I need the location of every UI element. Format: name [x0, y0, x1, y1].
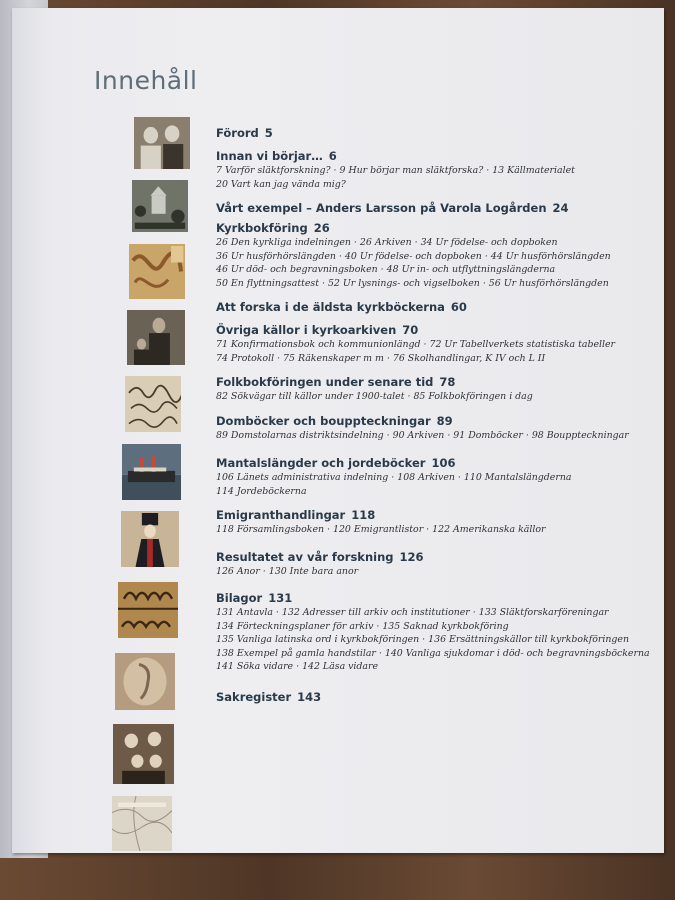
- subsection-item: 126 Anor: [216, 566, 260, 577]
- subsection-item: 114 Jordeböckerna: [216, 485, 307, 497]
- chapter-title: Sakregister: [216, 690, 292, 704]
- subsection-line: [216, 278, 636, 291]
- chapter-title: Vårt exempel – Anders Larsson på Varola Logården: [216, 201, 547, 215]
- subsection-line: [216, 486, 636, 499]
- toc-entry: [216, 413, 636, 443]
- subsection-item: · 110 Mantalslängderna: [455, 472, 572, 483]
- banco-note-thumbnail-graphic: [118, 582, 178, 638]
- subsection-item: · 98 Bouppteckningar: [523, 430, 629, 441]
- couple-photo-thumbnail-graphic: [134, 117, 190, 169]
- subsection-item: · 108 Arkiven: [388, 472, 455, 483]
- old-map-thumbnail: [112, 796, 172, 851]
- chapter-page-number: 143: [297, 690, 322, 704]
- chapter-title: Emigranthandlingar: [216, 508, 346, 522]
- chapter-page-number: 118: [351, 508, 376, 522]
- chapter-title: Folkbokföringen under senare tid: [216, 375, 434, 389]
- subsection-item: · 40 Ur födelse- och dopboken: [336, 251, 482, 262]
- subsection-line: [216, 607, 636, 620]
- subsection-item: 134 Förteckningsplaner för arkiv: [216, 620, 374, 632]
- toc-entry: [216, 507, 636, 537]
- chapter-title: Domböcker och bouppteckningar: [216, 414, 431, 428]
- chapter-page-number: 131: [268, 591, 293, 605]
- chapter-page-number: 5: [264, 126, 273, 140]
- subsection-item: 118 Församlingsboken: [216, 524, 325, 535]
- toc-entry: [216, 374, 636, 404]
- toc-entry: [216, 590, 650, 674]
- subsection-line: [216, 621, 636, 634]
- emigrant-ship-thumbnail-graphic: [122, 444, 181, 500]
- subsection-item: · 72 Ur Tabellverkets statistiska tabeller: [421, 339, 616, 350]
- subsection-item: · 52 Ur lysnings- och vigselboken: [319, 278, 480, 289]
- toc-entry: [216, 200, 636, 216]
- subsection-item: · 122 Amerikanska källor: [423, 524, 545, 535]
- ar-1795-document-thumbnail-graphic: [125, 376, 181, 432]
- chapter-title: Resultatet av vår forskning: [216, 550, 394, 564]
- chapter-heading: [216, 322, 636, 338]
- chapter-heading: [216, 125, 636, 141]
- subsection-item: · 91 Domböcker: [444, 430, 523, 441]
- subsection-item: · 133 Släktforskarföreningar: [470, 607, 609, 618]
- subsection-item: 46 Ur död- och begravningsboken: [216, 264, 378, 276]
- subsection-item: 20 Vart kan jag vända mig?: [216, 178, 346, 190]
- chapter-heading: [216, 549, 636, 565]
- subsection-line: [216, 251, 636, 264]
- subsection-line: [216, 179, 636, 192]
- banco-note-thumbnail: [118, 582, 178, 638]
- subsection-line: [216, 339, 636, 352]
- chapter-page-number: 60: [450, 300, 467, 314]
- subsection-item: 141 Söka vidare: [216, 661, 294, 673]
- chapter-heading: [216, 148, 636, 164]
- subsection-item: · 26 Arkiven: [351, 237, 412, 248]
- subsection-line: [216, 430, 636, 443]
- book-page: [12, 8, 664, 853]
- subsection-item: 106 Länets administrativa indelning: [216, 472, 389, 483]
- chapter-page-number: 78: [439, 375, 456, 389]
- subsection-item: · 130 Inte bara anor: [260, 566, 358, 577]
- subsection-item: · 9 Hur börjar man släktforska?: [331, 165, 484, 176]
- medallion-relief-thumbnail-graphic: [115, 653, 175, 710]
- chapter-title: Bilagor: [216, 591, 263, 605]
- ar-1795-document-thumbnail: [125, 376, 181, 432]
- subsection-item: · 34 Ur födelse- och dopboken: [412, 237, 558, 248]
- subsection-line: [216, 237, 636, 250]
- chapter-heading: [216, 413, 636, 429]
- chapter-heading: [216, 507, 636, 523]
- subsection-line: [216, 634, 636, 647]
- subsection-item: · 13 Källmaterialet: [483, 165, 575, 176]
- chapter-title: Kyrkbokföring: [216, 221, 308, 235]
- page-title: Innehåll: [94, 66, 198, 95]
- chapter-title: Innan vi börjar…: [216, 149, 323, 163]
- subsection-item: · 132 Adresser till arkiv och institutioner: [273, 607, 470, 618]
- portrait-men-thumbnail: [127, 310, 185, 365]
- subsection-item: 138 Exempel på gamla handstilar: [216, 647, 376, 659]
- subsection-line: [216, 472, 636, 485]
- subsection-item: · 56 Ur husförhörslängden: [480, 278, 609, 289]
- subsection-line: [216, 524, 636, 537]
- medallion-relief-thumbnail: [115, 653, 175, 710]
- toc-entry: [216, 549, 636, 579]
- portrait-men-thumbnail-graphic: [127, 310, 185, 365]
- chapter-title: Övriga källor i kyrkoarkiven: [216, 323, 397, 337]
- family-photo-thumbnail-graphic: [113, 724, 174, 784]
- subsection-item: · 140 Vanliga sjukdomar i död- och begravningsböckerna: [376, 648, 650, 659]
- soldier-portrait-thumbnail-graphic: [121, 511, 179, 567]
- subsection-item: · 135 Saknad kyrkbokföring: [373, 621, 508, 632]
- subsection-line: [216, 566, 636, 579]
- subsection-item: · 85 Folkbokföringen i dag: [405, 391, 533, 402]
- handwriting-thumbnail-graphic: [129, 244, 185, 299]
- chapter-heading: [216, 374, 636, 390]
- chapter-heading: [216, 689, 636, 705]
- subsection-item: 50 En flyttningsattest: [216, 277, 319, 289]
- chapter-page-number: 26: [313, 221, 330, 235]
- toc-entry: [216, 689, 636, 705]
- subsection-item: · 90 Arkiven: [384, 430, 445, 441]
- toc-entry: [216, 299, 636, 315]
- subsection-item: · 76 Skolhandlingar, K IV och L II: [384, 353, 545, 364]
- subsection-item: · 75 Räkenskaper m m: [274, 353, 384, 364]
- toc-entry: [216, 148, 636, 191]
- subsection-line: [216, 165, 636, 178]
- chapter-title: Att forska i de äldsta kyrkböckerna: [216, 300, 445, 314]
- chapter-page-number: 126: [399, 550, 424, 564]
- subsection-item: 135 Vanliga latinska ord i kyrkbokföringen: [216, 634, 420, 646]
- handwriting-thumbnail: [129, 244, 185, 299]
- chapter-page-number: 89: [436, 414, 453, 428]
- chapter-page-number: 106: [431, 456, 456, 470]
- subsection-item: 71 Konfirmationsbok och kommunionlängd: [216, 339, 421, 350]
- toc-entry: [216, 125, 636, 141]
- chapter-page-number: 24: [552, 201, 569, 215]
- subsection-item: · 142 Läsa vidare: [293, 661, 378, 672]
- subsection-line: [216, 264, 636, 277]
- chapter-heading: [216, 220, 636, 236]
- subsection-item: · 44 Ur husförhörslängden: [482, 251, 611, 262]
- couple-photo-thumbnail: [134, 117, 190, 169]
- old-map-thumbnail-graphic: [112, 796, 172, 851]
- subsection-item: 36 Ur husförhörslängden: [216, 250, 336, 262]
- emigrant-ship-thumbnail: [122, 444, 181, 500]
- chapter-heading: [216, 299, 636, 315]
- subsection-line: [216, 647, 650, 661]
- chapter-heading: [216, 590, 636, 606]
- subsection-item: 7 Varför släktforskning?: [216, 165, 331, 176]
- subsection-item: 89 Domstolarnas distriktsindelning: [216, 430, 384, 441]
- subsection-item: · 120 Emigrantlistor: [324, 524, 423, 535]
- family-photo-thumbnail: [113, 724, 174, 784]
- chapter-page-number: 70: [402, 323, 419, 337]
- subsection-item: 131 Antavla: [216, 607, 273, 618]
- farm-aerial-thumbnail: [132, 180, 188, 232]
- chapter-title: Mantalslängder och jordeböcker: [216, 456, 426, 470]
- subsection-item: 26 Den kyrkliga indelningen: [216, 237, 351, 248]
- toc-entry: [216, 220, 636, 290]
- subsection-line: [216, 661, 636, 674]
- subsection-item: 74 Protokoll: [216, 352, 275, 364]
- chapter-page-number: 6: [328, 149, 337, 163]
- toc-entry: [216, 455, 636, 498]
- subsection-line: [216, 353, 636, 366]
- chapter-heading: [216, 200, 636, 216]
- chapter-heading: [216, 455, 636, 471]
- toc-entry: [216, 322, 636, 365]
- subsection-item: · 136 Ersättningskällor till kyrkbokföringen: [419, 634, 629, 645]
- subsection-item: · 48 Ur in- och utflyttningslängderna: [378, 264, 555, 275]
- subsection-line: [216, 391, 636, 404]
- chapter-title: Förord: [216, 126, 259, 140]
- subsection-item: 82 Sökvägar till källor under 1900-talet: [216, 391, 405, 402]
- soldier-portrait-thumbnail: [121, 511, 179, 567]
- farm-aerial-thumbnail-graphic: [132, 180, 188, 232]
